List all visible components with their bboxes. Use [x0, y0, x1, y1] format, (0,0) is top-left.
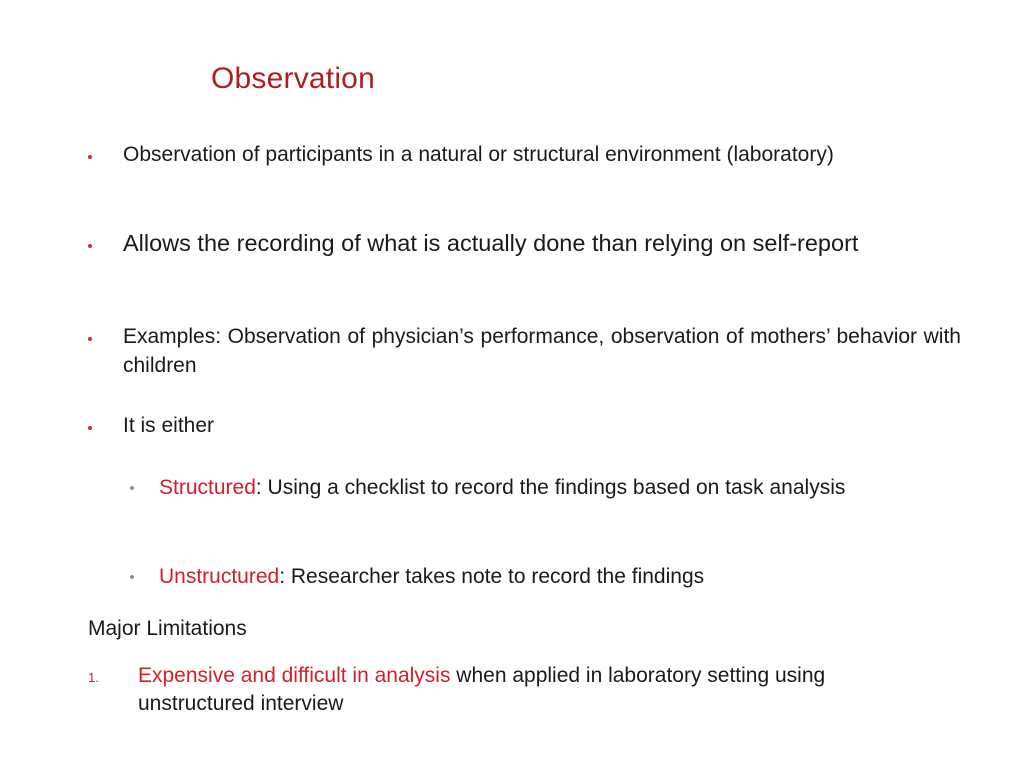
term-unstructured: Unstructured — [159, 565, 280, 588]
limitations-heading: Major Limitations — [88, 617, 247, 640]
slide-title: Observation — [211, 62, 375, 95]
bullet-dot-icon — [88, 155, 92, 159]
bullet-text: Observation of participants in a natural or structural environment (laboratory) — [123, 143, 834, 166]
bullet-dot-icon — [88, 426, 92, 430]
term-description: : Using a checklist to record the findings based on task analysis — [255, 476, 846, 499]
sub-bullet-dot-icon — [130, 486, 134, 490]
limitation-rest: when applied in laboratory setting using unstructured interview — [138, 664, 826, 715]
limitation-highlight: Expensive and difficult in analysis — [138, 664, 451, 687]
bullet-dot-icon — [88, 337, 92, 341]
bullet-text: Allows the recording of what is actually done than relying on self-report — [123, 230, 859, 256]
sub-bullet-text — [159, 562, 961, 591]
list-number: 1. — [88, 670, 99, 685]
sub-bullet-text — [159, 473, 961, 502]
bullet-dot-icon — [88, 244, 92, 248]
term-structured: Structured — [159, 476, 256, 499]
term-description: : Researcher takes note to record the findings — [279, 565, 705, 588]
limitation-item — [138, 662, 938, 718]
bullet-text: Examples: Observation of physician’s performance, observation of mothers’ behavior with children — [123, 325, 961, 377]
sub-bullet-dot-icon — [130, 575, 134, 579]
bullet-text: It is either — [123, 414, 215, 437]
